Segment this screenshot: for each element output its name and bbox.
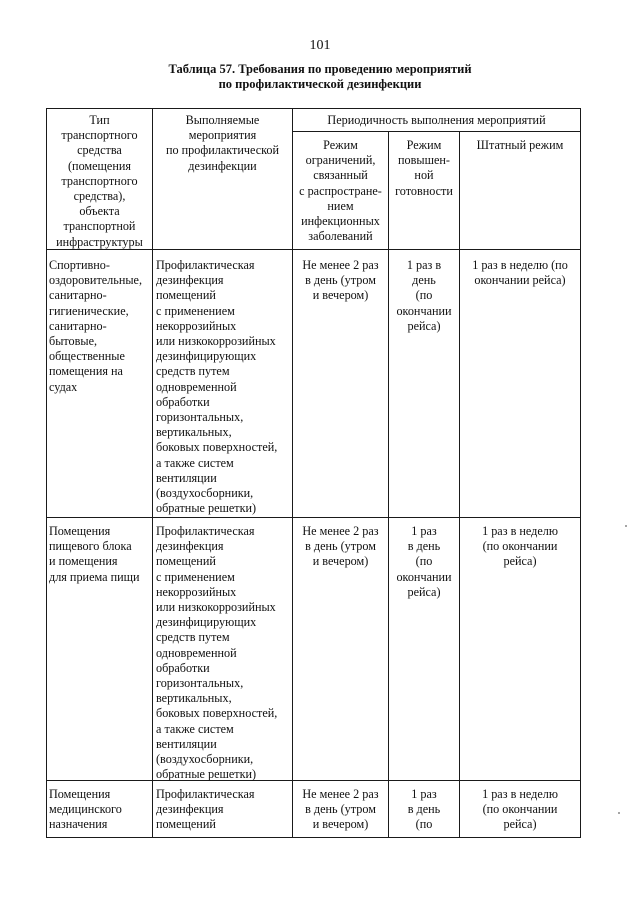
header-transport-type: Тип транспортного средства (помещения транспортного средства), объекта транспортной инфраструктуры bbox=[56, 113, 143, 249]
table-row-2-high-alert: 1 раз в день (по окончании рейса) bbox=[396, 524, 452, 599]
scan-speck bbox=[618, 812, 620, 814]
row-divider-2 bbox=[46, 780, 580, 781]
period-group-divider bbox=[292, 131, 580, 132]
table-row-1-restriction: Не менее 2 раз в день (утром и вечером) bbox=[302, 258, 379, 303]
header-measures: Выполняемые мероприятия по профилактической дезинфекции bbox=[165, 113, 280, 173]
col-divider-1 bbox=[152, 108, 153, 838]
table-border-top bbox=[46, 108, 580, 109]
table-border-bottom bbox=[46, 837, 580, 838]
table-row-3-restriction: Не менее 2 раз в день (утром и вечером) bbox=[302, 787, 379, 832]
scan-speck bbox=[625, 525, 627, 527]
row-divider-1 bbox=[46, 517, 580, 518]
header-normal-mode: Штатный режим bbox=[476, 138, 564, 152]
table-row-3-type: Помещения медицинского назначения bbox=[49, 787, 122, 832]
table-title-line-2: по профилактической дезинфекции bbox=[218, 77, 422, 91]
header-periodicity: Периодичность выполнения мероприятий bbox=[327, 113, 546, 127]
table-row-1-type: Спортивно- оздоровительные, санитарно- гигиенические, санитарно- бытовые, общественные помещения на судах bbox=[49, 258, 142, 394]
table-row-2-type: Помещения пищевого блока и помещения для приема пищи bbox=[49, 524, 140, 584]
table-border-right bbox=[580, 108, 581, 838]
table-title-line-1: Таблица 57. Требования по проведению мероприятий bbox=[168, 62, 472, 76]
table-row-1-measures: Профилактическая дезинфекция помещений с применением некоррозийных или низкокоррозийных дезинфицирующих средств путем одновременной обработки горизонтальных, вертикальных, боковых поверхностей, а также систем вентиляции (воздухосборники, обратные решетки) bbox=[156, 258, 278, 516]
col-divider-3 bbox=[388, 131, 389, 838]
table-row-3-high-alert: 1 раз в день (по bbox=[407, 787, 441, 832]
table-title bbox=[0, 62, 640, 92]
table-row-1-normal: 1 раз в неделю (по окончании рейса) bbox=[472, 258, 568, 288]
header-high-alert-mode: Режим повышен- ной готовности bbox=[395, 138, 453, 198]
header-restriction-mode: Режим ограничений, связанный с распростране- нием инфекционных заболеваний bbox=[299, 138, 382, 244]
table-row-3-measures: Профилактическая дезинфекция помещений bbox=[156, 787, 255, 832]
col-divider-4 bbox=[459, 131, 460, 838]
table-row-3-normal: 1 раз в неделю (по окончании рейса) bbox=[482, 787, 558, 832]
page-number: 101 bbox=[309, 38, 331, 53]
table-row-2-normal: 1 раз в неделю (по окончании рейса) bbox=[482, 524, 558, 569]
table-row-1-high-alert: 1 раз в день (по окончании рейса) bbox=[396, 258, 452, 333]
table-row-2-restriction: Не менее 2 раз в день (утром и вечером) bbox=[302, 524, 379, 569]
table-row-2-measures: Профилактическая дезинфекция помещений с применением некоррозийных или низкокоррозийных дезинфицирующих средств путем одновременной обработки горизонтальных, вертикальных, боковых поверхностей, а также систем вентиляции (воздухосборники, обратные решетки) bbox=[156, 524, 278, 782]
